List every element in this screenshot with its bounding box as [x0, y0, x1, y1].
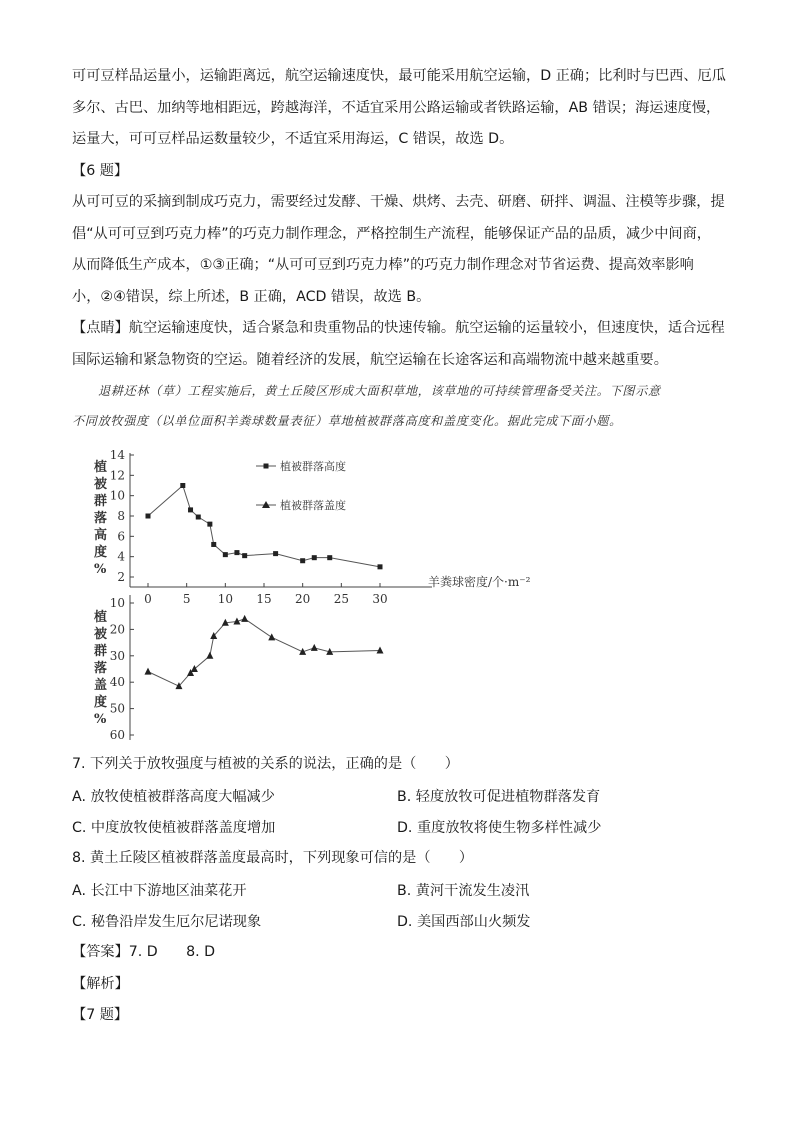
- question-7-stem: 7. 下列关于放牧强度与植被的关系的说法，正确的是（ ）: [72, 756, 459, 772]
- answer-line: 【答案】7. D 8. D: [72, 944, 216, 960]
- y-axis-label-char: 群: [94, 644, 108, 659]
- y-tick-label: 10: [109, 596, 125, 610]
- height-data-point: [223, 552, 228, 557]
- legend-label: 植被群落高度: [280, 460, 346, 473]
- coverage-panel: [94, 595, 384, 742]
- height-series-line: [148, 486, 380, 567]
- y-tick-label: 30: [109, 648, 125, 663]
- y-axis-label-char: 被: [94, 627, 108, 642]
- y-tick-label: 40: [109, 675, 125, 690]
- x-tick-label: 0: [144, 592, 152, 606]
- x-axis: [130, 583, 432, 606]
- q7-option-a[interactable]: A. 放牧使植被群落高度大幅减少: [72, 789, 275, 805]
- x-axis-label: 羊粪球密度/个·m⁻²: [428, 575, 531, 589]
- height-data-point: [146, 514, 151, 519]
- question-8-stem: 8. 黄土丘陵区植被群落盖度最高时，下列现象可信的是（ ）: [72, 850, 474, 866]
- explanation-line: 从而降低生产成本，①③正确；“从可可豆到巧克力棒”的巧克力制作理念对节省运费、提高效率影响: [72, 257, 694, 273]
- y-tick-label: 12: [109, 468, 125, 483]
- q7-option-d[interactable]: D. 重度放牧将使生物多样性减少: [397, 820, 602, 836]
- y-tick-label: 4: [117, 549, 125, 564]
- explanation-line: 运量大，可可豆样品运数量较少，不适宜采用海运，C 错误，故选 D。: [72, 131, 514, 147]
- height-panel: [94, 448, 383, 587]
- intro-line: 退耕还林（草）工程实施后，黄土丘陵区形成大面积草地，该草地的可持续管理备受关注。下图示意: [98, 384, 661, 398]
- q8-option-c[interactable]: C. 秘鲁沿岸发生厄尔尼诺现象: [72, 914, 262, 930]
- height-data-point: [180, 483, 185, 488]
- height-data-point: [188, 507, 193, 512]
- y-tick-label: 14: [109, 448, 125, 462]
- y-axis-label-char: 盖: [94, 678, 108, 693]
- explanation-line: 从可可豆的采摘到制成巧克力，需要经过发酵、干燥、烘烤、去壳、研磨、研拌、调温、注模等步骤，提: [72, 194, 725, 210]
- height-data-point: [207, 522, 212, 527]
- height-data-point: [234, 550, 239, 555]
- y-axis-label-char: 植: [94, 610, 108, 625]
- legend-label: 植被群落盖度: [280, 499, 346, 512]
- coverage-data-point: [206, 652, 213, 659]
- coverage-data-point: [268, 633, 275, 640]
- height-data-point: [312, 555, 317, 560]
- q7-option-c[interactable]: C. 中度放牧使植被群落盖度增加: [72, 820, 276, 836]
- note-line: 国际运输和紧急物资的空运。随着经济的发展，航空运输在长途客运和高端物流中越来越重要。: [72, 352, 668, 368]
- height-data-point: [300, 558, 305, 563]
- analysis-heading: 【解析】: [72, 976, 129, 992]
- y-tick-label: 50: [109, 701, 125, 716]
- x-tick-label: 25: [333, 592, 349, 606]
- y-axis-label-char: 落: [94, 511, 108, 526]
- question-tag: 【7 题】: [72, 1007, 129, 1023]
- explanation-line: 倡“从可可豆到巧克力棒”的巧克力制作理念，严格控制生产流程，能够保证产品的品质，减少中间商，: [72, 226, 711, 242]
- x-tick-label: 10: [217, 592, 233, 606]
- question-tag: 【6 题】: [72, 163, 129, 179]
- height-data-point: [378, 564, 383, 569]
- y-axis-label-char: %: [94, 562, 107, 577]
- note-line: 【点睛】航空运输速度快，适合紧急和贵重物品的快速传输。航空运输的运量较小，但速度快，适合远程: [72, 320, 725, 336]
- explanation-line: 多尔、古巴、加纳等地相距远，跨越海洋，不适宜采用公路运输或者铁路运输，AB 错误；海运速度慢，: [72, 100, 721, 116]
- coverage-data-point: [145, 668, 152, 675]
- explanation-line: 可可豆样品运量小，运输距离远，航空运输速度快，最可能采用航空运输，D 正确；比利时与巴西、厄瓜: [72, 68, 726, 84]
- y-axis-label-char: 度: [94, 545, 108, 560]
- height-data-point: [196, 515, 201, 520]
- y-tick-label: 6: [117, 529, 125, 544]
- y-axis-label-char: 被: [94, 477, 108, 492]
- y-axis-label-char: 落: [94, 661, 108, 676]
- y-axis-label-char: 植: [94, 460, 108, 475]
- q7-option-b[interactable]: B. 轻度放牧可促进植物群落发育: [397, 789, 601, 805]
- legend-square-marker: [264, 464, 269, 469]
- y-tick-label: 60: [109, 728, 125, 742]
- y-axis-label-char: 度: [94, 695, 108, 710]
- x-tick-label: 20: [295, 592, 311, 606]
- x-tick-label: 30: [372, 592, 388, 606]
- coverage-data-point: [191, 665, 198, 672]
- coverage-data-point: [311, 644, 318, 651]
- coverage-series-line: [148, 619, 380, 686]
- y-tick-label: 10: [109, 488, 125, 503]
- q8-option-d[interactable]: D. 美国西部山火频发: [397, 914, 531, 930]
- intro-line: 不同放牧强度（以单位面积羊粪球数量表征）草地植被群落高度和盖度变化。据此完成下面小题。: [72, 414, 622, 428]
- y-tick-label: 8: [117, 509, 125, 523]
- q8-option-a[interactable]: A. 长江中下游地区油菜花开: [72, 883, 247, 899]
- height-data-point: [211, 542, 216, 547]
- x-tick-label: 15: [256, 592, 272, 606]
- height-data-point: [327, 555, 332, 560]
- vegetation-chart: [80, 445, 540, 745]
- height-data-point: [242, 553, 247, 558]
- y-axis-label-char: 群: [94, 494, 108, 509]
- x-tick-label: 5: [182, 592, 191, 606]
- y-axis-label-char: 高: [94, 528, 108, 543]
- coverage-data-point: [377, 647, 384, 654]
- y-axis-label-char: %: [94, 712, 107, 727]
- explanation-line: 小，②④错误，综上所述，B 正确，ACD 错误，故选 B。: [72, 289, 431, 305]
- height-data-point: [273, 551, 278, 556]
- y-tick-label: 2: [117, 570, 125, 584]
- coverage-data-point: [241, 615, 248, 622]
- q8-option-b[interactable]: B. 黄河干流发生凌汛: [397, 883, 530, 899]
- y-tick-label: 20: [109, 622, 125, 637]
